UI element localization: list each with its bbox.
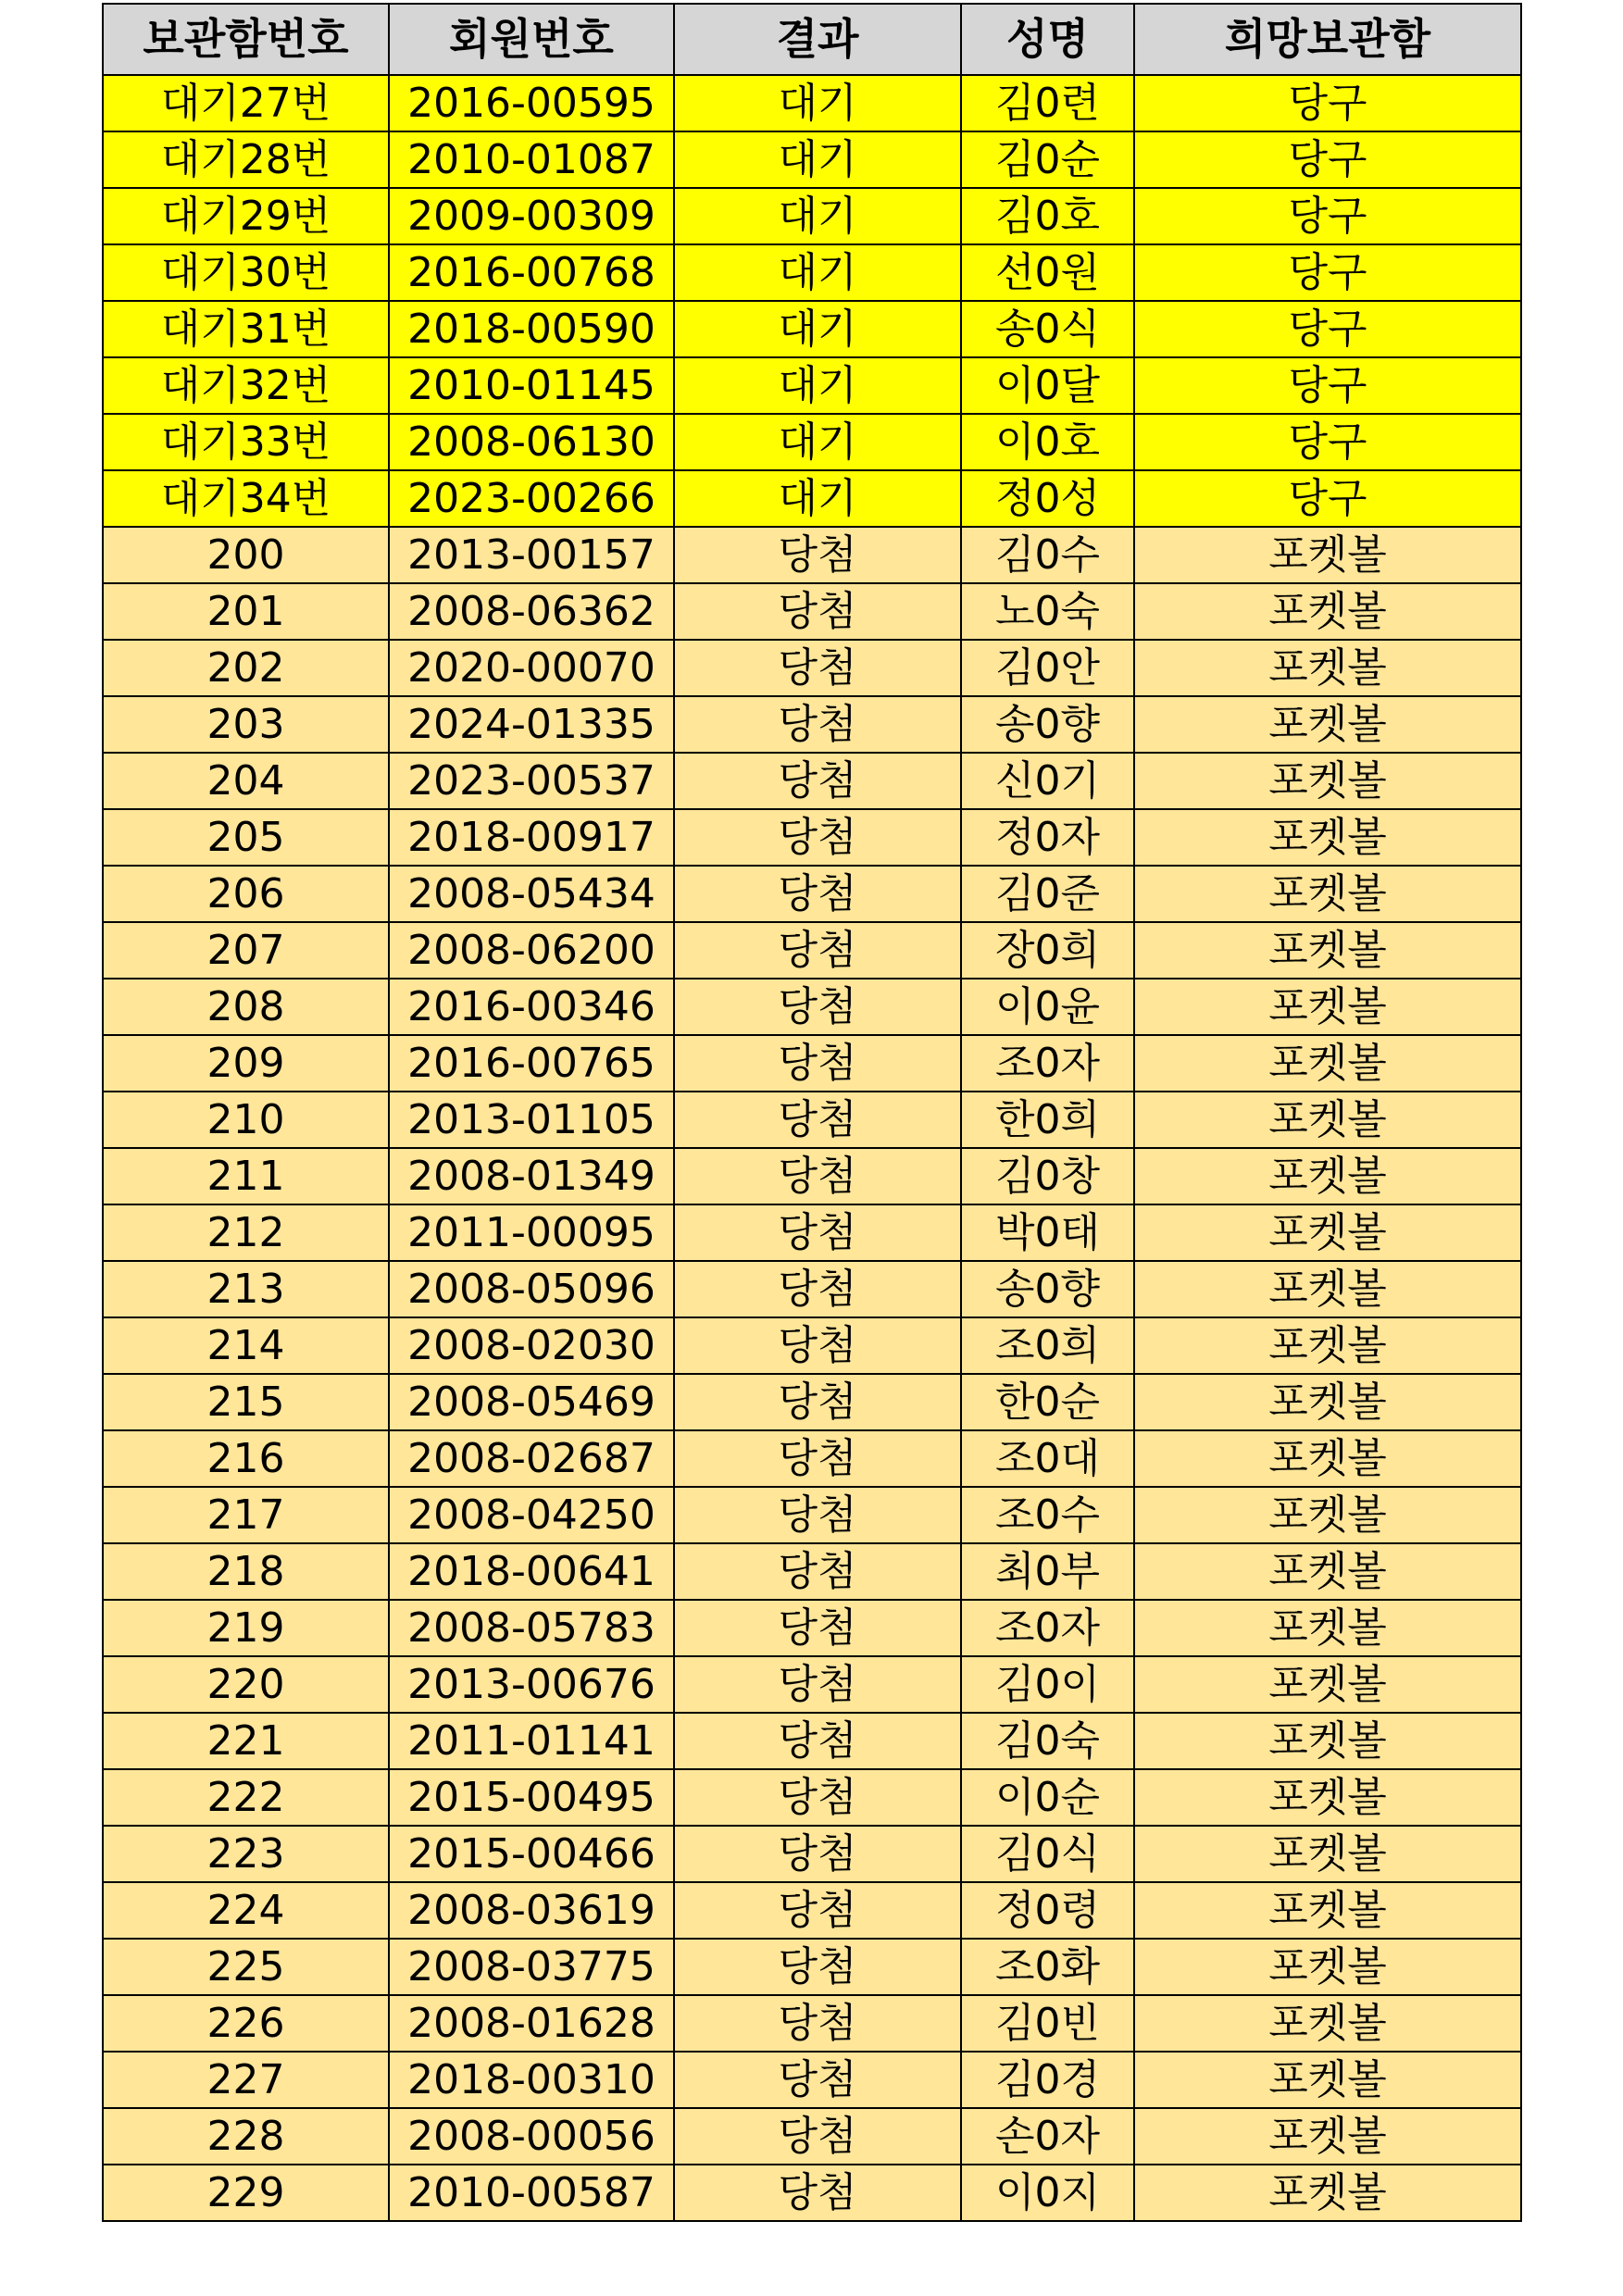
cell-member-number: 2023-00266 (389, 470, 674, 527)
cell-member-number: 2013-00676 (389, 1656, 674, 1713)
cell-preferred-locker: 포켓볼 (1134, 809, 1521, 866)
table-row (103, 922, 1521, 979)
table-row (103, 414, 1521, 470)
cell-preferred-locker: 당구 (1134, 188, 1521, 244)
cell-locker-number: 214 (103, 1317, 389, 1374)
table-row (103, 1713, 1521, 1769)
cell-result: 당첨 (674, 979, 961, 1035)
cell-name: 정0성 (961, 470, 1134, 527)
cell-result: 당첨 (674, 1600, 961, 1656)
cell-preferred-locker: 포켓볼 (1134, 753, 1521, 809)
cell-result: 당첨 (674, 1374, 961, 1430)
table-row (103, 357, 1521, 414)
cell-name: 선0원 (961, 244, 1134, 301)
cell-locker-number: 대기32번 (103, 357, 389, 414)
cell-name: 김0경 (961, 2052, 1134, 2108)
cell-result: 당첨 (674, 1939, 961, 1995)
cell-member-number: 2009-00309 (389, 188, 674, 244)
cell-locker-number: 206 (103, 866, 389, 922)
cell-name: 송0향 (961, 696, 1134, 753)
table-row (103, 1374, 1521, 1430)
cell-member-number: 2024-01335 (389, 696, 674, 753)
cell-locker-number: 225 (103, 1939, 389, 1995)
cell-name: 조0화 (961, 1939, 1134, 1995)
cell-member-number: 2018-00310 (389, 2052, 674, 2108)
cell-preferred-locker: 포켓볼 (1134, 2108, 1521, 2165)
cell-name: 김0식 (961, 1826, 1134, 1882)
cell-preferred-locker: 포켓볼 (1134, 1487, 1521, 1543)
cell-preferred-locker: 포켓볼 (1134, 1543, 1521, 1600)
table-row (103, 1317, 1521, 1374)
cell-locker-number: 대기31번 (103, 301, 389, 357)
cell-locker-number: 218 (103, 1543, 389, 1600)
cell-preferred-locker: 포켓볼 (1134, 1995, 1521, 2052)
table-row (103, 1995, 1521, 2052)
cell-preferred-locker: 포켓볼 (1134, 1204, 1521, 1261)
cell-result: 당첨 (674, 1713, 961, 1769)
cell-name: 김0준 (961, 866, 1134, 922)
cell-preferred-locker: 포켓볼 (1134, 640, 1521, 696)
cell-preferred-locker: 포켓볼 (1134, 1939, 1521, 1995)
cell-member-number: 2016-00595 (389, 75, 674, 131)
cell-locker-number: 대기28번 (103, 131, 389, 188)
cell-name: 이0윤 (961, 979, 1134, 1035)
cell-locker-number: 212 (103, 1204, 389, 1261)
table-row (103, 470, 1521, 527)
cell-member-number: 2013-00157 (389, 527, 674, 583)
cell-result: 당첨 (674, 1769, 961, 1826)
cell-member-number: 2011-01141 (389, 1713, 674, 1769)
cell-locker-number: 211 (103, 1148, 389, 1204)
cell-locker-number: 대기27번 (103, 75, 389, 131)
cell-preferred-locker: 포켓볼 (1134, 2052, 1521, 2108)
cell-result: 대기 (674, 75, 961, 131)
cell-name: 이0지 (961, 2165, 1134, 2221)
cell-locker-number: 209 (103, 1035, 389, 1092)
cell-preferred-locker: 포켓볼 (1134, 1374, 1521, 1430)
table-row (103, 1882, 1521, 1939)
header-name: 성명 (961, 4, 1134, 75)
cell-name: 김0수 (961, 527, 1134, 583)
header-result: 결과 (674, 4, 961, 75)
cell-member-number: 2008-02030 (389, 1317, 674, 1374)
cell-member-number: 2008-06130 (389, 414, 674, 470)
cell-preferred-locker: 포켓볼 (1134, 1035, 1521, 1092)
cell-locker-number: 202 (103, 640, 389, 696)
cell-locker-number: 200 (103, 527, 389, 583)
table-row (103, 640, 1521, 696)
cell-member-number: 2008-05469 (389, 1374, 674, 1430)
cell-result: 당첨 (674, 696, 961, 753)
table-row (103, 527, 1521, 583)
cell-locker-number: 229 (103, 2165, 389, 2221)
table-row (103, 1148, 1521, 1204)
cell-locker-number: 224 (103, 1882, 389, 1939)
locker-assignment-table (102, 3, 1522, 2222)
cell-name: 김0숙 (961, 1713, 1134, 1769)
cell-locker-number: 대기30번 (103, 244, 389, 301)
cell-preferred-locker: 당구 (1134, 75, 1521, 131)
cell-name: 김0빈 (961, 1995, 1134, 2052)
cell-preferred-locker: 포켓볼 (1134, 1148, 1521, 1204)
cell-locker-number: 217 (103, 1487, 389, 1543)
cell-name: 김0호 (961, 188, 1134, 244)
cell-result: 당첨 (674, 1261, 961, 1317)
cell-preferred-locker: 당구 (1134, 414, 1521, 470)
cell-locker-number: 대기29번 (103, 188, 389, 244)
cell-result: 당첨 (674, 1826, 961, 1882)
cell-member-number: 2018-00641 (389, 1543, 674, 1600)
cell-preferred-locker: 포켓볼 (1134, 1882, 1521, 1939)
cell-result: 대기 (674, 470, 961, 527)
header-preferred-locker: 희망보관함 (1134, 4, 1521, 75)
table-row (103, 753, 1521, 809)
cell-member-number: 2008-05434 (389, 866, 674, 922)
table-row (103, 2108, 1521, 2165)
table-row (103, 979, 1521, 1035)
cell-preferred-locker: 포켓볼 (1134, 1261, 1521, 1317)
cell-locker-number: 219 (103, 1600, 389, 1656)
cell-name: 손0자 (961, 2108, 1134, 2165)
table-row (103, 1600, 1521, 1656)
table-row (103, 2052, 1521, 2108)
cell-result: 당첨 (674, 1430, 961, 1487)
cell-preferred-locker: 포켓볼 (1134, 866, 1521, 922)
cell-member-number: 2008-02687 (389, 1430, 674, 1487)
cell-result: 당첨 (674, 1317, 961, 1374)
cell-preferred-locker: 포켓볼 (1134, 1430, 1521, 1487)
cell-preferred-locker: 포켓볼 (1134, 1656, 1521, 1713)
cell-preferred-locker: 당구 (1134, 301, 1521, 357)
cell-member-number: 2020-00070 (389, 640, 674, 696)
cell-locker-number: 207 (103, 922, 389, 979)
table-row (103, 1092, 1521, 1148)
cell-name: 송0향 (961, 1261, 1134, 1317)
cell-member-number: 2010-01087 (389, 131, 674, 188)
cell-member-number: 2008-00056 (389, 2108, 674, 2165)
cell-member-number: 2008-06200 (389, 922, 674, 979)
table-row (103, 75, 1521, 131)
table-row (103, 2165, 1521, 2221)
cell-result: 당첨 (674, 1656, 961, 1713)
table-row (103, 1261, 1521, 1317)
cell-name: 신0기 (961, 753, 1134, 809)
header-locker-number: 보관함번호 (103, 4, 389, 75)
table-row (103, 583, 1521, 640)
cell-result: 당첨 (674, 583, 961, 640)
cell-member-number: 2015-00466 (389, 1826, 674, 1882)
cell-locker-number: 208 (103, 979, 389, 1035)
cell-locker-number: 203 (103, 696, 389, 753)
cell-result: 당첨 (674, 1882, 961, 1939)
cell-member-number: 2008-03619 (389, 1882, 674, 1939)
cell-member-number: 2008-03775 (389, 1939, 674, 1995)
cell-name: 송0식 (961, 301, 1134, 357)
cell-preferred-locker: 포켓볼 (1134, 1317, 1521, 1374)
cell-preferred-locker: 포켓볼 (1134, 1713, 1521, 1769)
cell-locker-number: 222 (103, 1769, 389, 1826)
cell-locker-number: 227 (103, 2052, 389, 2108)
cell-result: 대기 (674, 301, 961, 357)
cell-preferred-locker: 포켓볼 (1134, 696, 1521, 753)
cell-name: 이0호 (961, 414, 1134, 470)
cell-preferred-locker: 포켓볼 (1134, 1769, 1521, 1826)
cell-name: 조0희 (961, 1317, 1134, 1374)
cell-member-number: 2010-01145 (389, 357, 674, 414)
cell-name: 조0자 (961, 1035, 1134, 1092)
cell-preferred-locker: 포켓볼 (1134, 1826, 1521, 1882)
table-row (103, 1543, 1521, 1600)
cell-member-number: 2008-05096 (389, 1261, 674, 1317)
cell-name: 김0련 (961, 75, 1134, 131)
table-body (103, 75, 1521, 2221)
cell-name: 김0창 (961, 1148, 1134, 1204)
cell-name: 조0자 (961, 1600, 1134, 1656)
cell-preferred-locker: 당구 (1134, 244, 1521, 301)
cell-name: 조0대 (961, 1430, 1134, 1487)
cell-member-number: 2016-00768 (389, 244, 674, 301)
cell-result: 당첨 (674, 866, 961, 922)
cell-name: 조0수 (961, 1487, 1134, 1543)
cell-result: 대기 (674, 131, 961, 188)
cell-preferred-locker: 포켓볼 (1134, 583, 1521, 640)
cell-name: 노0숙 (961, 583, 1134, 640)
cell-result: 당첨 (674, 2108, 961, 2165)
cell-preferred-locker: 당구 (1134, 470, 1521, 527)
cell-preferred-locker: 당구 (1134, 131, 1521, 188)
cell-locker-number: 216 (103, 1430, 389, 1487)
cell-preferred-locker: 포켓볼 (1134, 979, 1521, 1035)
cell-member-number: 2010-00587 (389, 2165, 674, 2221)
table-row (103, 1430, 1521, 1487)
cell-name: 이0순 (961, 1769, 1134, 1826)
cell-member-number: 2013-01105 (389, 1092, 674, 1148)
cell-locker-number: 226 (103, 1995, 389, 2052)
table-row (103, 1939, 1521, 1995)
cell-name: 정0자 (961, 809, 1134, 866)
table-row (103, 1035, 1521, 1092)
cell-locker-number: 215 (103, 1374, 389, 1430)
cell-name: 정0령 (961, 1882, 1134, 1939)
cell-result: 대기 (674, 188, 961, 244)
cell-member-number: 2008-01628 (389, 1995, 674, 2052)
cell-locker-number: 대기34번 (103, 470, 389, 527)
cell-result: 당첨 (674, 1204, 961, 1261)
table-row (103, 1769, 1521, 1826)
cell-result: 당첨 (674, 2165, 961, 2221)
table-header-row (103, 4, 1521, 75)
cell-result: 당첨 (674, 2052, 961, 2108)
cell-member-number: 2018-00590 (389, 301, 674, 357)
cell-result: 당첨 (674, 1487, 961, 1543)
cell-locker-number: 204 (103, 753, 389, 809)
table-row (103, 131, 1521, 188)
table-row (103, 809, 1521, 866)
cell-locker-number: 221 (103, 1713, 389, 1769)
cell-name: 장0희 (961, 922, 1134, 979)
cell-name: 이0달 (961, 357, 1134, 414)
cell-result: 당첨 (674, 640, 961, 696)
locker-assignment-sheet (102, 3, 1520, 2222)
cell-locker-number: 220 (103, 1656, 389, 1713)
cell-preferred-locker: 포켓볼 (1134, 2165, 1521, 2221)
cell-preferred-locker: 당구 (1134, 357, 1521, 414)
table-row (103, 696, 1521, 753)
cell-result: 당첨 (674, 527, 961, 583)
cell-member-number: 2011-00095 (389, 1204, 674, 1261)
cell-result: 당첨 (674, 809, 961, 866)
table-row (103, 188, 1521, 244)
cell-result: 당첨 (674, 753, 961, 809)
cell-result: 당첨 (674, 1543, 961, 1600)
cell-name: 한0순 (961, 1374, 1134, 1430)
cell-locker-number: 213 (103, 1261, 389, 1317)
cell-result: 당첨 (674, 1092, 961, 1148)
table-row (103, 1487, 1521, 1543)
cell-name: 김0이 (961, 1656, 1134, 1713)
cell-name: 한0희 (961, 1092, 1134, 1148)
cell-locker-number: 201 (103, 583, 389, 640)
table-row (103, 866, 1521, 922)
table-row (103, 1656, 1521, 1713)
cell-result: 당첨 (674, 1995, 961, 2052)
cell-locker-number: 대기33번 (103, 414, 389, 470)
cell-member-number: 2016-00346 (389, 979, 674, 1035)
table-row (103, 301, 1521, 357)
table-row (103, 1826, 1521, 1882)
cell-member-number: 2015-00495 (389, 1769, 674, 1826)
table-row (103, 244, 1521, 301)
cell-preferred-locker: 포켓볼 (1134, 527, 1521, 583)
cell-preferred-locker: 포켓볼 (1134, 1600, 1521, 1656)
cell-member-number: 2008-06362 (389, 583, 674, 640)
cell-result: 대기 (674, 244, 961, 301)
cell-locker-number: 223 (103, 1826, 389, 1882)
cell-locker-number: 228 (103, 2108, 389, 2165)
cell-member-number: 2008-05783 (389, 1600, 674, 1656)
cell-name: 김0순 (961, 131, 1134, 188)
cell-member-number: 2008-01349 (389, 1148, 674, 1204)
cell-preferred-locker: 포켓볼 (1134, 922, 1521, 979)
cell-preferred-locker: 포켓볼 (1134, 1092, 1521, 1148)
cell-member-number: 2016-00765 (389, 1035, 674, 1092)
cell-result: 당첨 (674, 922, 961, 979)
cell-result: 당첨 (674, 1035, 961, 1092)
cell-name: 박0태 (961, 1204, 1134, 1261)
cell-member-number: 2023-00537 (389, 753, 674, 809)
cell-member-number: 2008-04250 (389, 1487, 674, 1543)
cell-name: 최0부 (961, 1543, 1134, 1600)
cell-member-number: 2018-00917 (389, 809, 674, 866)
table-row (103, 1204, 1521, 1261)
cell-locker-number: 205 (103, 809, 389, 866)
cell-result: 당첨 (674, 1148, 961, 1204)
cell-locker-number: 210 (103, 1092, 389, 1148)
cell-result: 대기 (674, 414, 961, 470)
cell-name: 김0안 (961, 640, 1134, 696)
cell-result: 대기 (674, 357, 961, 414)
header-member-number: 회원번호 (389, 4, 674, 75)
